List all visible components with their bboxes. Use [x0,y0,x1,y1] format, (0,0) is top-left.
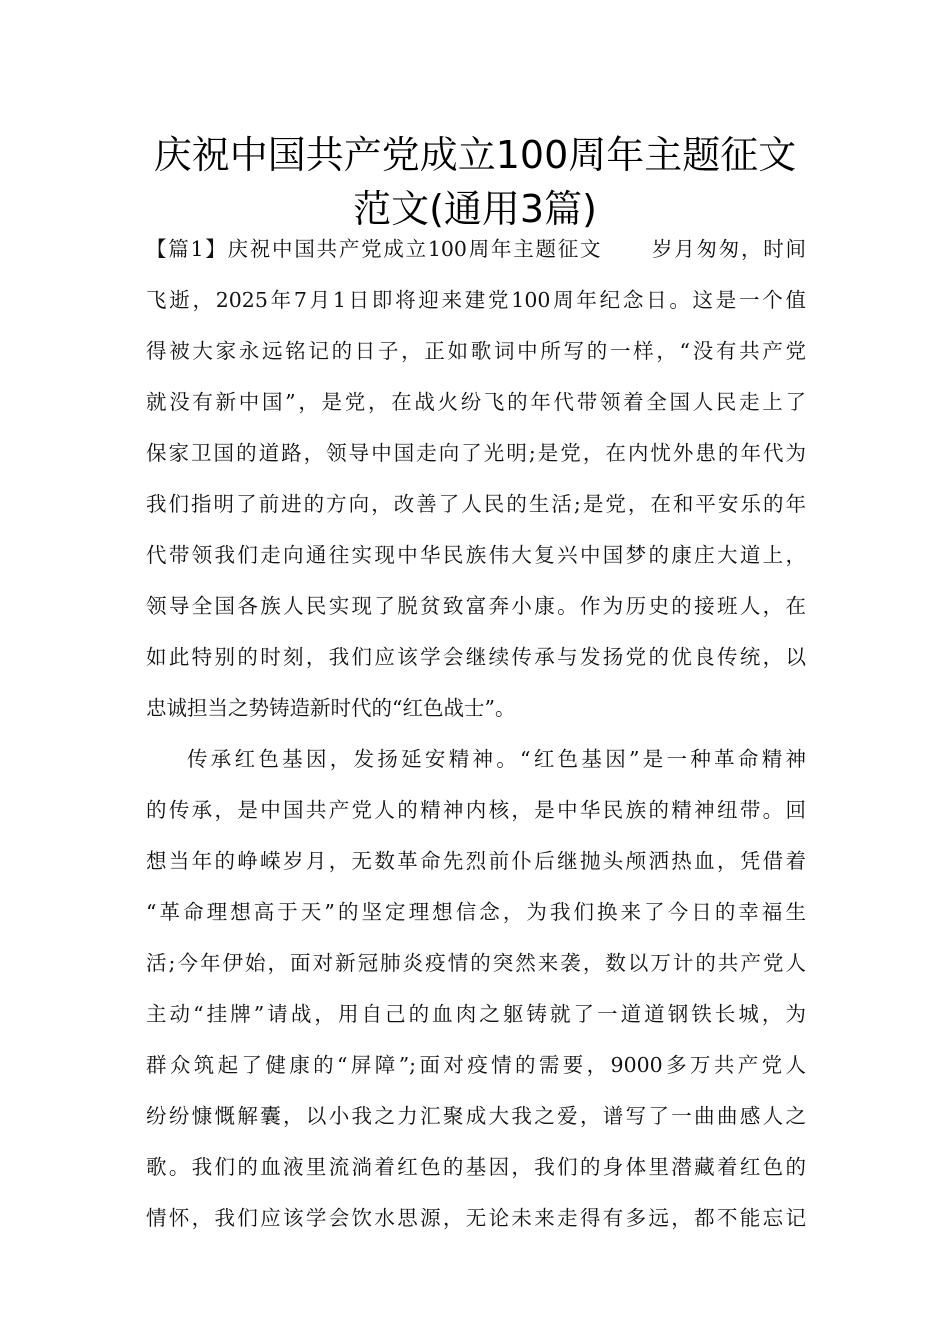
paragraph-2-line-3: 想当年的峥嵘岁月，无数革命先烈前仆后继抛头颅洒热血，凭借着 [146,849,806,873]
section-heading: 【篇1】庆祝中国共产党成立100周年主题征文 [146,237,603,261]
paragraph-2-line-8: 纷纷慷慨解囊，以小我之力汇聚成大我之爱，谱写了一曲曲感人之 [146,1104,806,1128]
title-line-2: 范文(通用3篇) [353,187,597,231]
paragraph-1 [146,224,806,734]
paragraph-1-line-4: 就没有新中国”，是党，在战火纷飞的年代带领着全国人民走上了 [146,390,806,414]
paragraph-2-line-9: 歌。我们的血液里流淌着红色的基因，我们的身体里潜藏着红色的 [146,1155,806,1179]
paragraph-1-line-10: 忠诚担当之势铸造新时代的“红色战士”。 [146,696,516,720]
paragraph-1-line-8: 领导全国各族人民实现了脱贫致富奔小康。作为历史的接班人，在 [146,594,806,618]
paragraph-2-line-2: 的传承，是中国共产党人的精神内核，是中华民族的精神纽带。回 [146,798,806,822]
title-line-1: 庆祝中国共产党成立100周年主题征文 [153,133,797,177]
paragraph-1-line-7: 代带领我们走向通往实现中华民族伟大复兴中国梦的康庄大道上， [146,543,806,567]
document-body [146,224,806,1244]
paragraph-2-line-10: 情怀，我们应该学会饮水思源，无论未来走得有多远，都不能忘记 [146,1206,806,1230]
paragraph-1-line-3: 得被大家永远铭记的日子，正如歌词中所写的一样，“没有共产党 [146,339,806,363]
paragraph-2 [146,734,806,1244]
paragraph-1-line-6: 我们指明了前进的方向，改善了人民的生活;是党，在和平安乐的年 [146,492,806,516]
paragraph-2-line-7: 群众筑起了健康的“屏障”;面对疫情的需要，9000多万共产党人 [146,1053,806,1077]
paragraph-1-line-2: 飞逝，2025年7月1日即将迎来建党100周年纪念日。这是一个值 [146,288,806,312]
paragraph-2-line-1: 传承红色基因，发扬延安精神。“红色基因”是一种革命精神 [187,747,806,771]
paragraph-2-line-5: 活;今年伊始，面对新冠肺炎疫情的突然来袭，数以万计的共产党人 [146,951,806,975]
paragraph-1-line-1-text: 岁月匆匆，时间 [650,237,806,261]
document-title [120,128,830,236]
paragraph-2-line-4: “革命理想高于天”的坚定理想信念，为我们换来了今日的幸福生 [146,900,806,924]
paragraph-1-line-9: 如此特别的时刻，我们应该学会继续传承与发扬党的优良传统，以 [146,645,806,669]
paragraph-1-line-1 [146,224,806,275]
paragraph-2-line-6: 主动“挂牌”请战，用自己的血肉之躯铸就了一道道钢铁长城，为 [146,1002,806,1026]
paragraph-1-line-5: 保家卫国的道路，领导中国走向了光明;是党，在内忧外患的年代为 [146,441,806,465]
